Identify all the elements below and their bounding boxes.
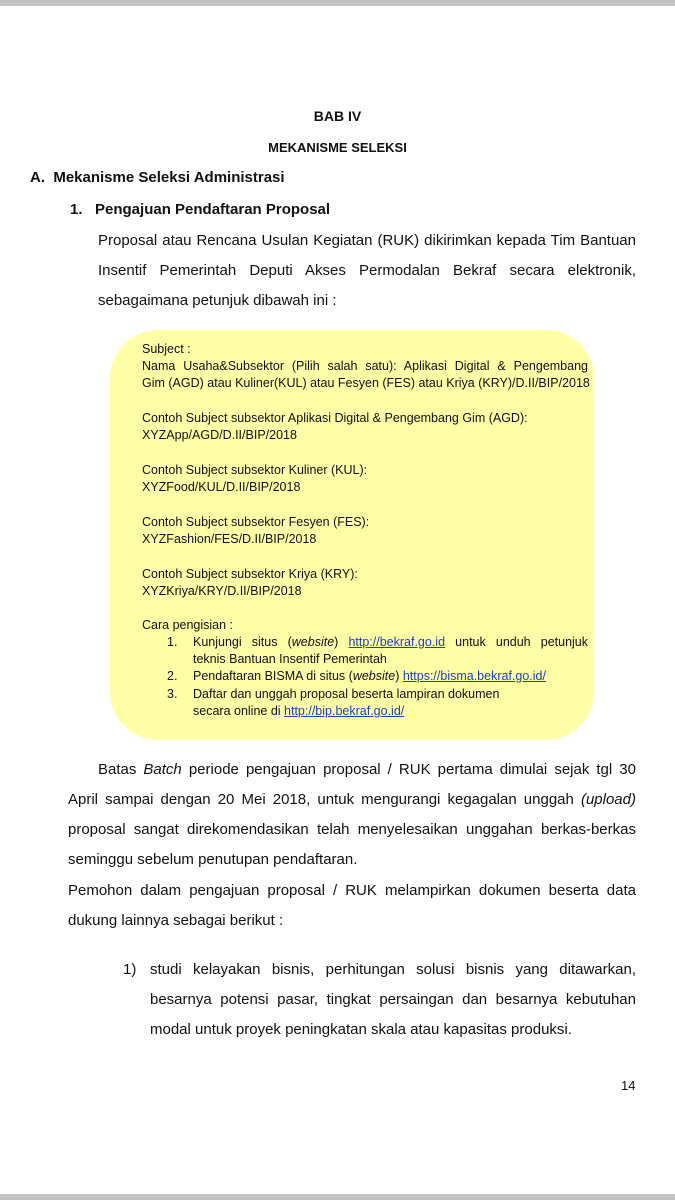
batas-line: proposal sangat direkomendasikan telah menyelesaikan unggahan berkas-berkas <box>68 821 636 838</box>
list-item <box>150 955 636 1045</box>
step-2 <box>193 668 546 685</box>
page-bottom-edge <box>0 1194 675 1200</box>
chapter-subtitle: MEKANISME SELEKSI <box>268 140 407 155</box>
step-italic: website <box>352 669 396 683</box>
list-line: studi kelayakan bisnis, perhitungan solusi bisnis yang ditawarkan, <box>150 961 636 978</box>
pemohon-paragraph <box>68 876 636 936</box>
step-number: 1. <box>167 635 178 649</box>
step-text: Daftar dan unggah proposal beserta lampiran dokumen <box>193 687 500 701</box>
section-a-heading: A. Mekanisme Seleksi Administrasi <box>30 169 285 186</box>
example-label: Contoh Subject subsektor Fesyen (FES): <box>142 515 370 529</box>
bip-link[interactable]: http://bip.bekraf.go.id/ <box>284 704 405 718</box>
step-text: Kunjungi situs ( <box>193 635 292 649</box>
batas-line <box>68 755 636 785</box>
example-label: Contoh Subject subsektor Aplikasi Digital & Pengembang Gim (AGD): <box>142 411 528 425</box>
intro-line: sebagaimana petunjuk dibawah ini : <box>98 292 337 309</box>
batas-italic: Batch <box>143 761 182 778</box>
intro-line: Proposal atau Rencana Usulan Kegiatan (RUK) dikirimkan kepada Tim Bantuan <box>98 232 636 249</box>
step-italic: website <box>291 635 335 649</box>
example-label: Contoh Subject subsektor Kuliner (KUL): <box>142 463 368 477</box>
example-value: XYZFood/KUL/D.II/BIP/2018 <box>142 480 301 494</box>
chapter-title: BAB IV <box>313 108 362 124</box>
step-text: ) <box>334 635 349 649</box>
batas-paragraph <box>68 755 636 875</box>
step-number: 3. <box>167 687 178 701</box>
example-label: Contoh Subject subsektor Kriya (KRY): <box>142 567 358 581</box>
batas-text: April sampai dengan 20 Mei 2018, untuk mengurangi kegagalan unggah <box>68 791 581 808</box>
bisma-link[interactable]: https://bisma.bekraf.go.id/ <box>402 669 546 683</box>
step-text: Pendaftaran BISMA di situs ( <box>193 669 353 683</box>
step-number: 2. <box>167 669 178 683</box>
list-number: 1) <box>123 961 137 978</box>
subject-line: Gim (AGD) atau Kuliner(KUL) atau Fesyen (FES) atau Kriya (KRY)/D.II/BIP/2018 <box>142 376 590 390</box>
list-line: besarnya potensi pasar, tingkat persaingan dan besarnya kebutuhan <box>150 991 636 1008</box>
cara-label: Cara pengisian : <box>142 618 234 632</box>
example-value: XYZKriya/KRY/D.II/BIP/2018 <box>142 584 302 598</box>
pemohon-line: dukung lainnya sebagai berikut : <box>68 912 284 929</box>
batas-italic: (upload) <box>580 791 636 808</box>
step-text: secara online di <box>193 704 285 718</box>
step-text: untuk unduh petunjuk <box>445 635 589 649</box>
step-text: ) <box>395 669 403 683</box>
intro-line: Insentif Pemerintah Deputi Akses Permodalan Bekraf secara elektronik, <box>98 262 636 279</box>
subject-label: Subject : <box>142 342 191 356</box>
page-number: 14 <box>621 1078 636 1093</box>
subject-line: Nama Usaha&Subsektor (Pilih salah satu): Aplikasi Digital & Pengembang <box>142 359 588 373</box>
batas-line <box>68 785 636 815</box>
step-text: teknis Bantuan Insentif Pemerintah <box>193 652 387 666</box>
step-1 <box>193 634 588 651</box>
bekraf-link[interactable]: http://bekraf.go.id <box>348 635 446 649</box>
example-value: XYZApp/AGD/D.II/BIP/2018 <box>142 428 297 442</box>
list-line: modal untuk proyek peningkatan skala atau kapasitas produksi. <box>150 1021 572 1038</box>
page-top-edge <box>0 0 675 6</box>
batas-text: Batas <box>98 761 144 778</box>
batas-line: seminggu sebelum penutupan pendaftaran. <box>68 851 358 868</box>
step-3-line2 <box>193 703 404 720</box>
pemohon-line: Pemohon dalam pengajuan proposal / RUK melampirkan dokumen beserta data <box>68 882 636 899</box>
batas-text: periode pengajuan proposal / RUK pertama dimulai sejak tgl 30 <box>181 761 636 778</box>
subsection-1-heading: 1. Pengajuan Pendaftaran Proposal <box>70 201 331 218</box>
example-value: XYZFashion/FES/D.II/BIP/2018 <box>142 532 317 546</box>
intro-paragraph <box>98 226 636 316</box>
